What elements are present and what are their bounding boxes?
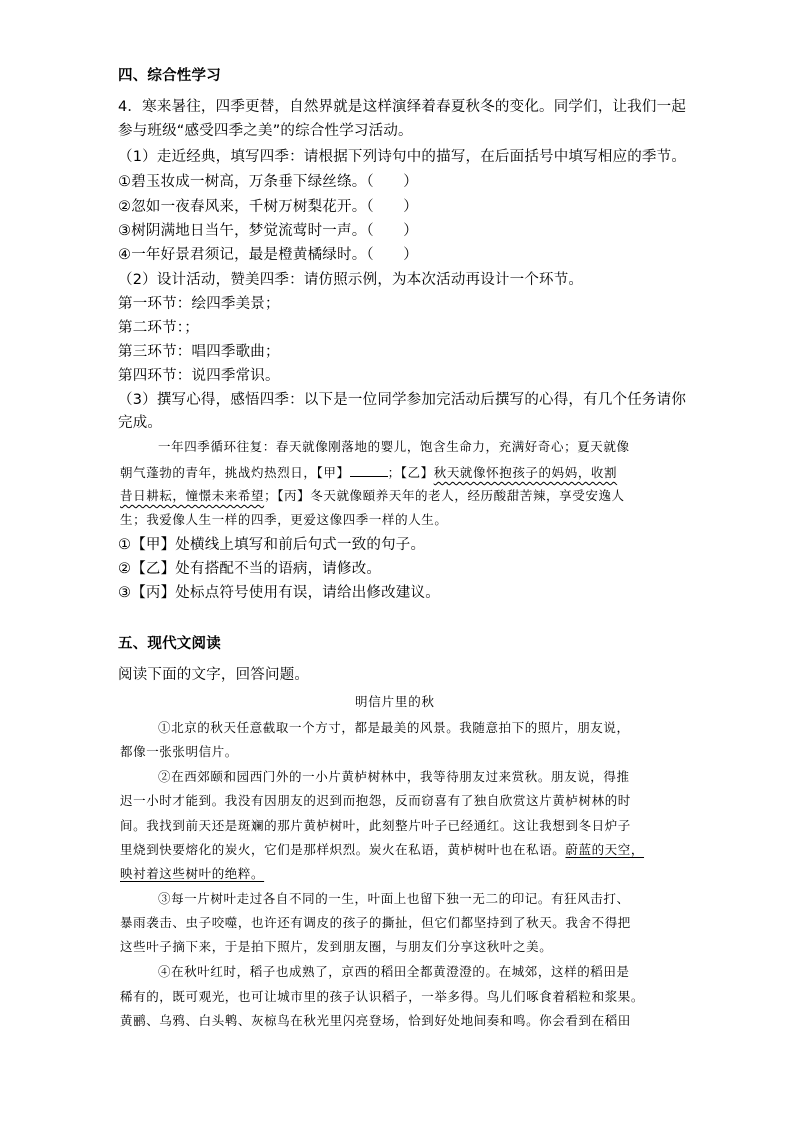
article-line: 迟一小时才能到。我没有因朋友的迟到而抱怨，反而窃喜有了独自欣赏这片黄栌树林的时 <box>120 793 631 808</box>
stage-line: 第一环节：绘四季美景； <box>118 296 280 312</box>
essay-line: 生；我爱像人生一样的四季，更爱这像四季一样的人生。 <box>120 512 448 527</box>
poem-line: ③树阴满地日当午，梦觉流莺时一声。（ ） <box>118 223 418 239</box>
underlined-text: 蔚蓝的天空， <box>565 842 645 857</box>
question-4-line-2: 参与班级“感受四季之美”的综合性学习活动。 <box>118 123 413 139</box>
poem-line: ②忽如一夜春风来，千树万树梨花开。（ ） <box>118 199 418 215</box>
essay-line <box>120 462 617 483</box>
answer-blank <box>350 462 388 477</box>
section-heading-5: 五、现代文阅读 <box>118 636 221 652</box>
task-line: ②【乙】处有搭配不当的语病，请修改。 <box>118 561 382 577</box>
article-line: 黄鹂、乌鸦、白头鹎、灰椋鸟在秋光里闪亮登场，恰到好处地间奏和鸣。你会看到在稻田 <box>120 1013 631 1028</box>
essay-line: 一年四季循环往复：春天就像刚落地的婴儿，饱含生命力，充满好奇心；夏天就像 <box>158 439 630 454</box>
article-line: 间。我找到前天还是斑斓的那片黄栌树叶，此刻整片叶子已经通红。这让我想到冬日炉子 <box>120 818 631 833</box>
article-title: 明信片里的秋 <box>355 694 435 709</box>
article-line: ③每一片树叶走过各自不同的一生，叶面上也留下独一无二的印记。有狂风击打、 <box>158 891 630 906</box>
poem-line: ④一年好景君须记，最是橙黄橘绿时。（ ） <box>118 247 418 263</box>
stage-line: 第二环节：； <box>118 320 199 336</box>
question-4-line-1: 4．寒来暑往，四季更替，自然界就是这样演绎着春夏秋冬的变化。同学们，让我们一起 <box>118 99 687 115</box>
wavy-underlined-text: 秋天就像怀抱孩子的妈妈，收割 <box>433 465 618 480</box>
article-line: 这些叶子摘下来，于是拍下照片，发到朋友圈，与朋友们分享这秋叶之美。 <box>120 939 553 954</box>
article-text: 里烧到快要熔化的炭火，它们是那样炽烈。炭火在私语，黄栌树叶也在私语。 <box>120 842 566 857</box>
reading-intro: 阅读下面的文字，回答问题。 <box>118 667 310 683</box>
part-2-instruction: （2）设计活动，赞美四季：请仿照示例，为本次活动再设计一个环节。 <box>118 272 584 288</box>
essay-text: ；【乙】 <box>387 465 434 480</box>
section-heading-4: 四、综合性学习 <box>118 68 221 84</box>
task-line: ①【甲】处横线上填写和前后句式一致的句子。 <box>118 537 426 553</box>
part-3-instruction-line-2: 完成。 <box>118 415 163 431</box>
stage-line: 第三环节：唱四季歌曲； <box>118 344 280 360</box>
part-3-instruction-line-1: （3）撰写心得，感悟四季：以下是一位同学参加完活动后撰写的心得，有几个任务请你 <box>118 392 687 408</box>
task-line: ③【丙】处标点符号使用有误，请给出修改建议。 <box>118 585 440 601</box>
wavy-underlined-text: 昔日耕耘，憧憬未来希望 <box>120 488 265 503</box>
underlined-text: 映衬着这些树叶的绝粹。 <box>120 866 265 881</box>
essay-text: 朝气蓬勃的青年，挑战灼热烈日，【甲】 <box>120 465 350 480</box>
article-line: 都像一张张明信片。 <box>120 744 238 759</box>
article-line: ④在秋叶红时，稻子也成熟了，京西的稻田全都黄澄澄的。在城郊，这样的稻田是 <box>158 964 630 979</box>
stage-line: 第四环节：说四季常识。 <box>118 368 280 384</box>
article-line <box>120 864 264 884</box>
article-line: 稀有的，既可观光，也可让城市里的孩子认识稻子，一举多得。鸟儿们啄食着稻粒和浆果。 <box>120 989 645 1004</box>
article-line: ①北京的秋天任意截取一个方寸，都是最美的风景。我随意拍下的照片，朋友说， <box>158 720 630 735</box>
essay-line <box>120 486 625 506</box>
article-line: 暴雨袭击、虫子咬噬，也许还有调皮的孩子的撕扯，但它们都坚持到了秋天。我舍不得把 <box>120 915 631 930</box>
article-line <box>120 840 644 860</box>
essay-text: ；【丙】冬天就像頤养天年的老人，经历酸甜苦辣，享受安逸人 <box>264 488 625 503</box>
part-1-instruction: （1）走近经典，填写四季：请根据下列诗句中的描写，在后面括号中填写相应的季节。 <box>118 149 687 165</box>
article-line: ②在西郊颐和园西门外的一小片黄栌树林中，我等待朋友过来赏秋。朋友说，得推 <box>158 769 630 784</box>
poem-line: ①碧玉妆成一树高，万条垂下绿丝绦。（ ） <box>118 174 418 190</box>
